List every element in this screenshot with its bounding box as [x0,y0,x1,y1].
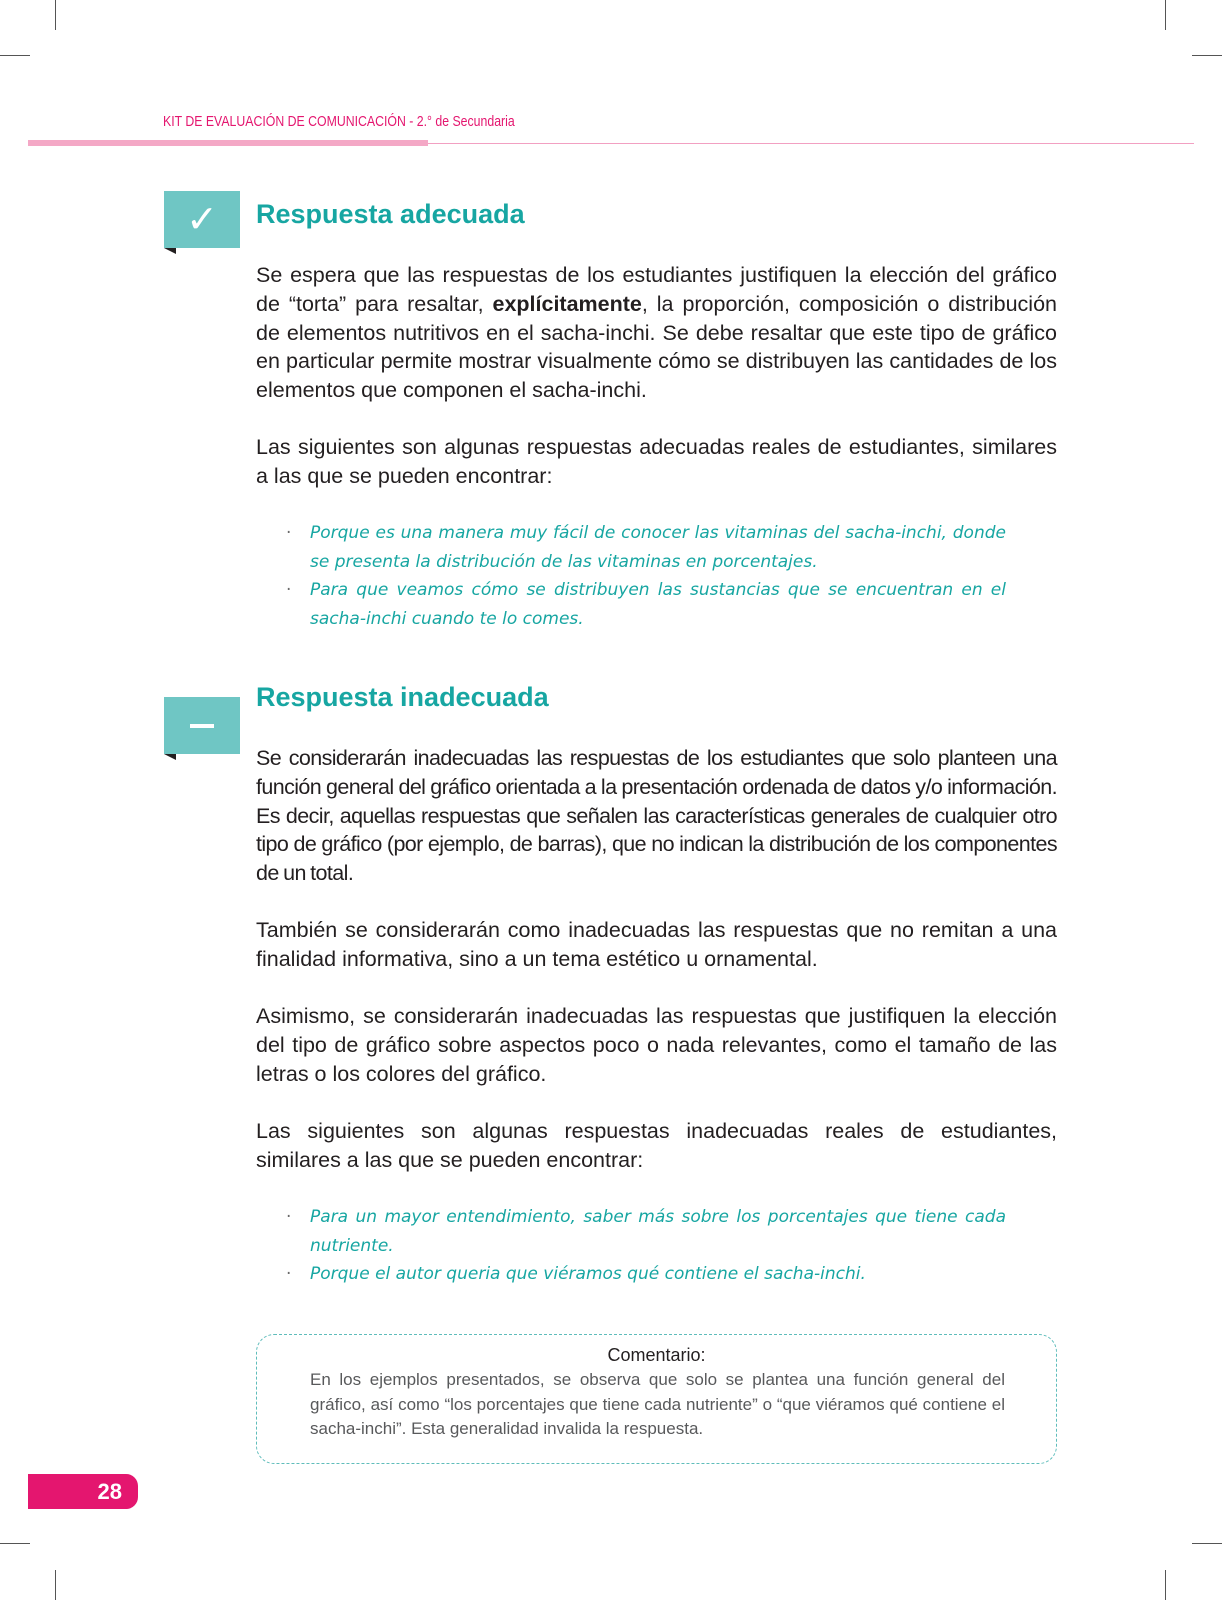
crop-mark [1192,55,1222,56]
example-text: Porque es una manera muy fácil de conocer las vitaminas del sacha-inchi, donde se presenta la distribución de las vitaminas en porcentajes. [310,523,1006,572]
section-title-adecuada: Respuesta adecuada [256,199,525,229]
crop-mark [55,0,56,30]
example-text: Para que veamos cómo se distribuyen las sustancias que se encuentran en el sacha-inchi cuando te lo comes. [310,580,1006,629]
list-item [286,1203,1006,1260]
inadecuada-paragraph-2: También se considerarán como inadecuadas las respuestas que no remitan a una finalidad informativa, sino a un tema estético u ornamental. [256,918,1057,971]
comment-title: Comentario: [607,1345,706,1365]
crop-mark [0,55,30,56]
inadecuada-paragraph-3: Asimismo, se considerarán inadecuadas las respuestas que justifiquen la elección del tipo de gráfico sobre aspectos poco o nada relevantes, como el tamaño de las letras o los colores del gráfico. [256,1004,1057,1086]
bullet-icon: · [286,1207,292,1227]
check-tag [164,191,240,248]
list-item [286,576,1006,633]
header-grade: 2.° de Secundaria [416,113,515,130]
minus-tag [164,697,240,754]
minus-icon [190,724,214,728]
list-item [286,1260,1006,1289]
inadecuada-paragraph-1: Se considerarán inadecuadas las respuestas de los estudiantes que solo planteen una función general del gráfico orientada a la presentación ordenada de datos y/o información. Es decir, aquellas respuestas que señalen las características generales de cualquier otro tipo de gráfico (por ejemplo, de barras), que no indican la distribución de los componentes de un total. [256,746,1057,886]
list-item [286,519,1006,576]
header-kit: KIT DE EVALUACIÓN DE COMUNICACIÓN - [163,113,417,130]
inadecuada-examples [286,1203,1006,1289]
adecuada-paragraph-2: Las siguientes son algunas respuestas adecuadas reales de estudiantes, similares a las que se pueden encontrar: [256,435,1057,488]
tag-fold [164,754,176,760]
bullet-icon: · [286,1264,292,1285]
example-text: Para un mayor entendimiento, saber más sobre los porcentajes que tiene cada nutriente. [310,1207,1006,1256]
bullet-icon: · [286,580,292,601]
crop-mark [1165,0,1166,30]
adecuada-p1-text-end: , la proporción, composición o distribución de elementos nutritivos en el sacha-inchi. Se debe resaltar que este tipo de gráfico en particular permite mostrar visualmente cómo se distribuyen las cantidades de los elementos que componen el sacha-inchi. [256,291,1058,403]
adecuada-examples [286,519,1006,633]
tag-fold [164,248,176,254]
bullet-icon: · [286,523,292,543]
adecuada-p1-text: Se espera que las respuestas de los estudiantes justifiquen la elección del gráfico de “torta” para resaltar, [256,263,1057,316]
section-title-inadecuada: Respuesta inadecuada [256,682,549,712]
crop-mark [0,1543,30,1544]
example-text: Porque el autor queria que viéramos qué contiene el sacha-inchi. [310,1264,866,1285]
comment-body: En los ejemplos presentados, se observa que solo se plantea una función general del gráfico, así como “los porcentajes que tiene cada nutriente” o “que viéramos qué contiene el sacha-inchi”. Esta generalidad invalida la respuesta. [310,1370,1005,1438]
crop-mark [1165,1570,1166,1600]
page-number: 28 [28,1474,138,1509]
crop-mark [55,1570,56,1600]
crop-mark [1192,1543,1222,1544]
adecuada-p1-bold: explícitamente [492,291,642,316]
header-rule-accent [28,140,428,146]
adecuada-paragraph-1 [256,261,1057,405]
inadecuada-paragraph-4: Las siguientes son algunas respuestas inadecuadas reales de estudiantes, similares a las que se pueden encontrar: [256,1119,1057,1172]
check-icon: ✓ [186,199,218,241]
running-header [163,113,515,130]
